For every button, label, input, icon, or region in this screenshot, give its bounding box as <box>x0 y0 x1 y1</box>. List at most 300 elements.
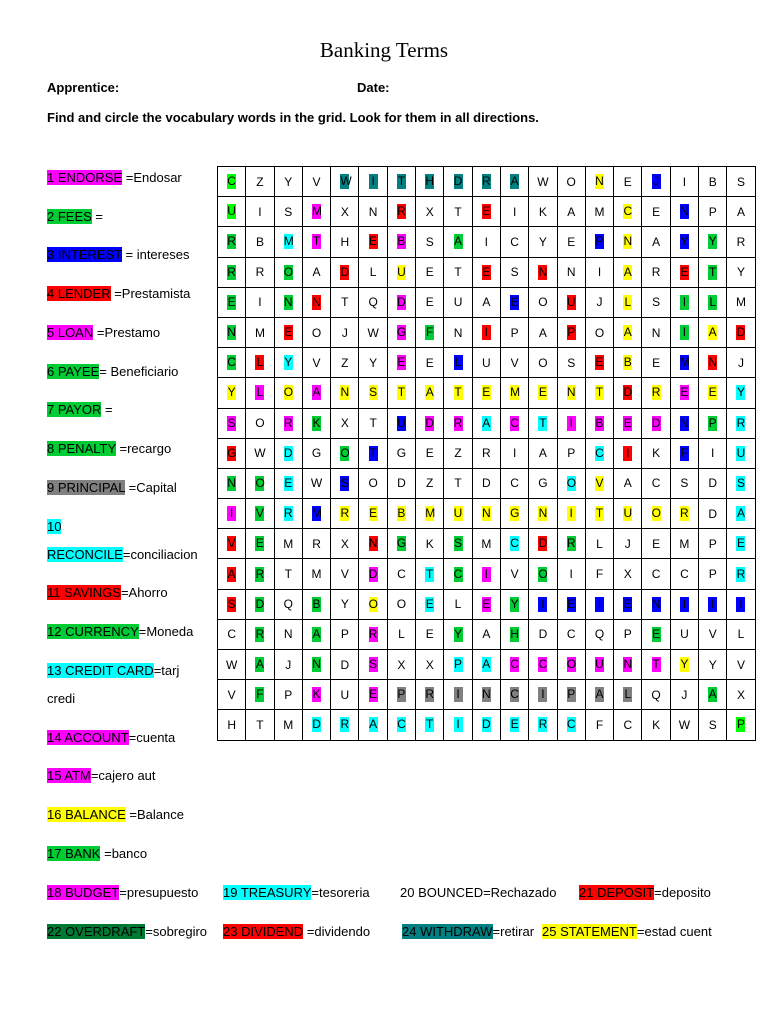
grid-cell[interactable] <box>614 680 642 710</box>
grid-cell[interactable] <box>557 227 585 257</box>
grid-cell[interactable] <box>472 408 500 438</box>
grid-cell[interactable] <box>699 710 727 740</box>
grid-cell[interactable] <box>699 499 727 529</box>
grid-cell[interactable] <box>416 227 444 257</box>
grid-cell[interactable] <box>585 650 613 680</box>
grid-cell[interactable] <box>331 287 359 317</box>
grid-cell[interactable] <box>727 680 755 710</box>
grid-cell[interactable] <box>727 710 755 740</box>
grid-cell[interactable] <box>727 499 755 529</box>
grid-cell[interactable] <box>670 317 698 347</box>
grid-cell[interactable] <box>331 197 359 227</box>
grid-cell[interactable] <box>331 438 359 468</box>
grid-cell[interactable] <box>642 287 670 317</box>
grid-cell[interactable] <box>218 317 246 347</box>
grid-cell[interactable] <box>585 378 613 408</box>
grid-cell[interactable] <box>246 559 274 589</box>
grid-cell[interactable] <box>699 317 727 347</box>
grid-cell[interactable] <box>670 529 698 559</box>
grid-cell[interactable] <box>727 468 755 498</box>
grid-cell[interactable] <box>614 197 642 227</box>
grid-cell[interactable] <box>359 499 387 529</box>
grid-cell[interactable] <box>614 317 642 347</box>
grid-cell[interactable] <box>642 468 670 498</box>
grid-cell[interactable] <box>614 408 642 438</box>
grid-cell[interactable] <box>529 710 557 740</box>
grid-cell[interactable] <box>387 710 415 740</box>
grid-cell[interactable] <box>331 710 359 740</box>
grid-cell[interactable] <box>472 619 500 649</box>
grid-cell[interactable] <box>302 287 330 317</box>
grid-cell[interactable] <box>500 619 528 649</box>
grid-cell[interactable] <box>218 257 246 287</box>
grid-cell[interactable] <box>331 499 359 529</box>
grid-cell[interactable] <box>387 378 415 408</box>
grid-cell[interactable] <box>557 167 585 197</box>
grid-cell[interactable] <box>557 378 585 408</box>
grid-cell[interactable] <box>274 197 302 227</box>
grid-cell[interactable] <box>387 408 415 438</box>
grid-cell[interactable] <box>416 378 444 408</box>
grid-cell[interactable] <box>472 680 500 710</box>
grid-cell[interactable] <box>274 317 302 347</box>
grid-cell[interactable] <box>246 468 274 498</box>
grid-cell[interactable] <box>359 619 387 649</box>
grid-cell[interactable] <box>331 408 359 438</box>
grid-cell[interactable] <box>500 378 528 408</box>
grid-cell[interactable] <box>557 710 585 740</box>
grid-cell[interactable] <box>557 257 585 287</box>
grid-cell[interactable] <box>218 680 246 710</box>
grid-cell[interactable] <box>557 650 585 680</box>
grid-cell[interactable] <box>614 438 642 468</box>
grid-cell[interactable] <box>359 468 387 498</box>
grid-cell[interactable] <box>529 408 557 438</box>
grid-cell[interactable] <box>529 348 557 378</box>
grid-cell[interactable] <box>585 499 613 529</box>
grid-cell[interactable] <box>302 619 330 649</box>
grid-cell[interactable] <box>500 559 528 589</box>
grid-cell[interactable] <box>557 197 585 227</box>
grid-cell[interactable] <box>699 619 727 649</box>
grid-cell[interactable] <box>302 650 330 680</box>
grid-cell[interactable] <box>444 468 472 498</box>
grid-cell[interactable] <box>670 680 698 710</box>
grid-cell[interactable] <box>302 680 330 710</box>
grid-cell[interactable] <box>557 408 585 438</box>
grid-cell[interactable] <box>359 317 387 347</box>
grid-cell[interactable] <box>529 257 557 287</box>
grid-cell[interactable] <box>614 167 642 197</box>
grid-cell[interactable] <box>246 710 274 740</box>
grid-cell[interactable] <box>585 167 613 197</box>
grid-cell[interactable] <box>387 197 415 227</box>
grid-cell[interactable] <box>416 619 444 649</box>
grid-cell[interactable] <box>642 317 670 347</box>
grid-cell[interactable] <box>218 650 246 680</box>
grid-cell[interactable] <box>218 468 246 498</box>
grid-cell[interactable] <box>218 589 246 619</box>
grid-cell[interactable] <box>274 167 302 197</box>
grid-cell[interactable] <box>444 348 472 378</box>
grid-cell[interactable] <box>585 468 613 498</box>
grid-cell[interactable] <box>246 680 274 710</box>
grid-cell[interactable] <box>699 529 727 559</box>
grid-cell[interactable] <box>444 710 472 740</box>
grid-cell[interactable] <box>529 529 557 559</box>
grid-cell[interactable] <box>642 529 670 559</box>
grid-cell[interactable] <box>416 468 444 498</box>
grid-cell[interactable] <box>585 287 613 317</box>
grid-cell[interactable] <box>472 529 500 559</box>
grid-cell[interactable] <box>246 589 274 619</box>
grid-cell[interactable] <box>331 680 359 710</box>
grid-cell[interactable] <box>359 197 387 227</box>
grid-cell[interactable] <box>557 559 585 589</box>
grid-cell[interactable] <box>302 438 330 468</box>
grid-cell[interactable] <box>302 589 330 619</box>
grid-cell[interactable] <box>359 167 387 197</box>
grid-cell[interactable] <box>302 499 330 529</box>
grid-cell[interactable] <box>472 378 500 408</box>
grid-cell[interactable] <box>614 257 642 287</box>
grid-cell[interactable] <box>529 227 557 257</box>
grid-cell[interactable] <box>444 287 472 317</box>
grid-cell[interactable] <box>614 287 642 317</box>
grid-cell[interactable] <box>444 408 472 438</box>
grid-cell[interactable] <box>246 650 274 680</box>
grid-cell[interactable] <box>529 438 557 468</box>
grid-cell[interactable] <box>557 468 585 498</box>
grid-cell[interactable] <box>614 529 642 559</box>
grid-cell[interactable] <box>699 680 727 710</box>
grid-cell[interactable] <box>218 167 246 197</box>
grid-cell[interactable] <box>416 317 444 347</box>
grid-cell[interactable] <box>331 227 359 257</box>
grid-cell[interactable] <box>699 468 727 498</box>
grid-cell[interactable] <box>274 589 302 619</box>
grid-cell[interactable] <box>444 167 472 197</box>
grid-cell[interactable] <box>529 589 557 619</box>
grid-cell[interactable] <box>444 680 472 710</box>
grid-cell[interactable] <box>642 680 670 710</box>
grid-cell[interactable] <box>274 559 302 589</box>
grid-cell[interactable] <box>670 559 698 589</box>
grid-cell[interactable] <box>500 468 528 498</box>
grid-cell[interactable] <box>529 167 557 197</box>
grid-cell[interactable] <box>614 468 642 498</box>
grid-cell[interactable] <box>246 167 274 197</box>
grid-cell[interactable] <box>642 619 670 649</box>
grid-cell[interactable] <box>585 710 613 740</box>
grid-cell[interactable] <box>387 167 415 197</box>
grid-cell[interactable] <box>274 438 302 468</box>
grid-cell[interactable] <box>416 589 444 619</box>
grid-cell[interactable] <box>302 710 330 740</box>
grid-cell[interactable] <box>472 287 500 317</box>
grid-cell[interactable] <box>444 589 472 619</box>
grid-cell[interactable] <box>500 197 528 227</box>
grid-cell[interactable] <box>529 197 557 227</box>
grid-cell[interactable] <box>359 287 387 317</box>
grid-cell[interactable] <box>416 257 444 287</box>
grid-cell[interactable] <box>500 287 528 317</box>
grid-cell[interactable] <box>670 348 698 378</box>
grid-cell[interactable] <box>670 499 698 529</box>
grid-cell[interactable] <box>274 287 302 317</box>
grid-cell[interactable] <box>727 408 755 438</box>
grid-cell[interactable] <box>444 529 472 559</box>
grid-cell[interactable] <box>274 408 302 438</box>
grid-cell[interactable] <box>727 529 755 559</box>
grid-cell[interactable] <box>529 378 557 408</box>
grid-cell[interactable] <box>387 257 415 287</box>
grid-cell[interactable] <box>699 287 727 317</box>
grid-cell[interactable] <box>670 408 698 438</box>
grid-cell[interactable] <box>331 468 359 498</box>
grid-cell[interactable] <box>416 287 444 317</box>
grid-cell[interactable] <box>670 650 698 680</box>
grid-cell[interactable] <box>670 287 698 317</box>
grid-cell[interactable] <box>585 529 613 559</box>
grid-cell[interactable] <box>529 317 557 347</box>
grid-cell[interactable] <box>614 559 642 589</box>
grid-cell[interactable] <box>557 589 585 619</box>
grid-cell[interactable] <box>302 348 330 378</box>
grid-cell[interactable] <box>727 619 755 649</box>
grid-cell[interactable] <box>670 167 698 197</box>
grid-cell[interactable] <box>302 257 330 287</box>
grid-cell[interactable] <box>614 227 642 257</box>
grid-cell[interactable] <box>529 499 557 529</box>
grid-cell[interactable] <box>359 650 387 680</box>
grid-cell[interactable] <box>359 559 387 589</box>
grid-cell[interactable] <box>585 257 613 287</box>
grid-cell[interactable] <box>699 227 727 257</box>
grid-cell[interactable] <box>246 499 274 529</box>
grid-cell[interactable] <box>727 378 755 408</box>
grid-cell[interactable] <box>727 589 755 619</box>
grid-cell[interactable] <box>614 589 642 619</box>
grid-cell[interactable] <box>359 589 387 619</box>
grid-cell[interactable] <box>218 438 246 468</box>
grid-cell[interactable] <box>500 167 528 197</box>
grid-cell[interactable] <box>416 680 444 710</box>
grid-cell[interactable] <box>557 348 585 378</box>
grid-cell[interactable] <box>246 529 274 559</box>
grid-cell[interactable] <box>557 619 585 649</box>
grid-cell[interactable] <box>331 167 359 197</box>
grid-cell[interactable] <box>246 348 274 378</box>
grid-cell[interactable] <box>444 257 472 287</box>
grid-cell[interactable] <box>727 317 755 347</box>
grid-cell[interactable] <box>500 529 528 559</box>
grid-cell[interactable] <box>331 257 359 287</box>
grid-cell[interactable] <box>416 408 444 438</box>
grid-cell[interactable] <box>699 589 727 619</box>
grid-cell[interactable] <box>444 559 472 589</box>
grid-cell[interactable] <box>585 680 613 710</box>
grid-cell[interactable] <box>444 619 472 649</box>
grid-cell[interactable] <box>642 438 670 468</box>
grid-cell[interactable] <box>472 438 500 468</box>
grid-cell[interactable] <box>699 438 727 468</box>
grid-cell[interactable] <box>557 438 585 468</box>
grid-cell[interactable] <box>670 257 698 287</box>
grid-cell[interactable] <box>472 227 500 257</box>
grid-cell[interactable] <box>302 529 330 559</box>
grid-cell[interactable] <box>331 529 359 559</box>
grid-cell[interactable] <box>529 287 557 317</box>
grid-cell[interactable] <box>472 468 500 498</box>
grid-cell[interactable] <box>670 197 698 227</box>
grid-cell[interactable] <box>387 317 415 347</box>
grid-cell[interactable] <box>444 317 472 347</box>
grid-cell[interactable] <box>246 197 274 227</box>
grid-cell[interactable] <box>585 317 613 347</box>
grid-cell[interactable] <box>444 197 472 227</box>
grid-cell[interactable] <box>699 257 727 287</box>
grid-cell[interactable] <box>246 619 274 649</box>
grid-cell[interactable] <box>359 529 387 559</box>
grid-cell[interactable] <box>331 317 359 347</box>
grid-cell[interactable] <box>670 227 698 257</box>
grid-cell[interactable] <box>218 197 246 227</box>
grid-cell[interactable] <box>727 438 755 468</box>
grid-cell[interactable] <box>274 468 302 498</box>
grid-cell[interactable] <box>585 438 613 468</box>
grid-cell[interactable] <box>359 408 387 438</box>
grid-cell[interactable] <box>614 619 642 649</box>
grid-cell[interactable] <box>218 378 246 408</box>
grid-cell[interactable] <box>614 499 642 529</box>
grid-cell[interactable] <box>416 438 444 468</box>
grid-cell[interactable] <box>472 650 500 680</box>
grid-cell[interactable] <box>699 348 727 378</box>
grid-cell[interactable] <box>246 317 274 347</box>
grid-cell[interactable] <box>642 710 670 740</box>
grid-cell[interactable] <box>274 348 302 378</box>
grid-cell[interactable] <box>416 167 444 197</box>
grid-cell[interactable] <box>359 378 387 408</box>
grid-cell[interactable] <box>218 348 246 378</box>
grid-cell[interactable] <box>699 197 727 227</box>
grid-cell[interactable] <box>274 680 302 710</box>
grid-cell[interactable] <box>670 378 698 408</box>
grid-cell[interactable] <box>416 529 444 559</box>
grid-cell[interactable] <box>472 499 500 529</box>
grid-cell[interactable] <box>500 710 528 740</box>
grid-cell[interactable] <box>727 197 755 227</box>
grid-cell[interactable] <box>500 680 528 710</box>
grid-cell[interactable] <box>642 348 670 378</box>
grid-cell[interactable] <box>246 227 274 257</box>
grid-cell[interactable] <box>500 348 528 378</box>
grid-cell[interactable] <box>699 650 727 680</box>
grid-cell[interactable] <box>302 167 330 197</box>
grid-cell[interactable] <box>642 197 670 227</box>
grid-cell[interactable] <box>331 559 359 589</box>
grid-cell[interactable] <box>642 650 670 680</box>
grid-cell[interactable] <box>727 348 755 378</box>
grid-cell[interactable] <box>274 378 302 408</box>
grid-cell[interactable] <box>302 408 330 438</box>
grid-cell[interactable] <box>416 348 444 378</box>
grid-cell[interactable] <box>500 438 528 468</box>
grid-cell[interactable] <box>246 438 274 468</box>
grid-cell[interactable] <box>387 589 415 619</box>
grid-cell[interactable] <box>274 710 302 740</box>
grid-cell[interactable] <box>585 559 613 589</box>
grid-cell[interactable] <box>585 589 613 619</box>
grid-cell[interactable] <box>529 680 557 710</box>
grid-cell[interactable] <box>387 650 415 680</box>
grid-cell[interactable] <box>416 499 444 529</box>
grid-cell[interactable] <box>472 197 500 227</box>
grid-cell[interactable] <box>557 317 585 347</box>
grid-cell[interactable] <box>444 499 472 529</box>
grid-cell[interactable] <box>444 650 472 680</box>
grid-cell[interactable] <box>670 589 698 619</box>
grid-cell[interactable] <box>670 468 698 498</box>
grid-cell[interactable] <box>218 619 246 649</box>
grid-cell[interactable] <box>727 227 755 257</box>
grid-cell[interactable] <box>387 559 415 589</box>
grid-cell[interactable] <box>387 468 415 498</box>
grid-cell[interactable] <box>642 589 670 619</box>
grid-cell[interactable] <box>529 619 557 649</box>
grid-cell[interactable] <box>387 529 415 559</box>
grid-cell[interactable] <box>699 167 727 197</box>
grid-cell[interactable] <box>274 499 302 529</box>
grid-cell[interactable] <box>670 710 698 740</box>
grid-cell[interactable] <box>302 197 330 227</box>
grid-cell[interactable] <box>642 257 670 287</box>
grid-cell[interactable] <box>727 559 755 589</box>
grid-cell[interactable] <box>642 378 670 408</box>
grid-cell[interactable] <box>302 559 330 589</box>
grid-cell[interactable] <box>727 650 755 680</box>
grid-cell[interactable] <box>529 559 557 589</box>
grid-cell[interactable] <box>331 378 359 408</box>
grid-cell[interactable] <box>670 619 698 649</box>
grid-cell[interactable] <box>642 499 670 529</box>
grid-cell[interactable] <box>246 257 274 287</box>
grid-cell[interactable] <box>387 227 415 257</box>
grid-cell[interactable] <box>614 378 642 408</box>
grid-cell[interactable] <box>585 619 613 649</box>
grid-cell[interactable] <box>387 287 415 317</box>
grid-cell[interactable] <box>359 438 387 468</box>
grid-cell[interactable] <box>472 167 500 197</box>
grid-cell[interactable] <box>416 710 444 740</box>
grid-cell[interactable] <box>529 650 557 680</box>
grid-cell[interactable] <box>500 499 528 529</box>
grid-cell[interactable] <box>416 197 444 227</box>
grid-cell[interactable] <box>416 650 444 680</box>
grid-cell[interactable] <box>246 378 274 408</box>
grid-cell[interactable] <box>444 438 472 468</box>
grid-cell[interactable] <box>472 257 500 287</box>
grid-cell[interactable] <box>699 378 727 408</box>
grid-cell[interactable] <box>331 619 359 649</box>
grid-cell[interactable] <box>444 378 472 408</box>
grid-cell[interactable] <box>359 680 387 710</box>
grid-cell[interactable] <box>218 529 246 559</box>
grid-cell[interactable] <box>529 468 557 498</box>
grid-cell[interactable] <box>274 257 302 287</box>
grid-cell[interactable] <box>472 589 500 619</box>
